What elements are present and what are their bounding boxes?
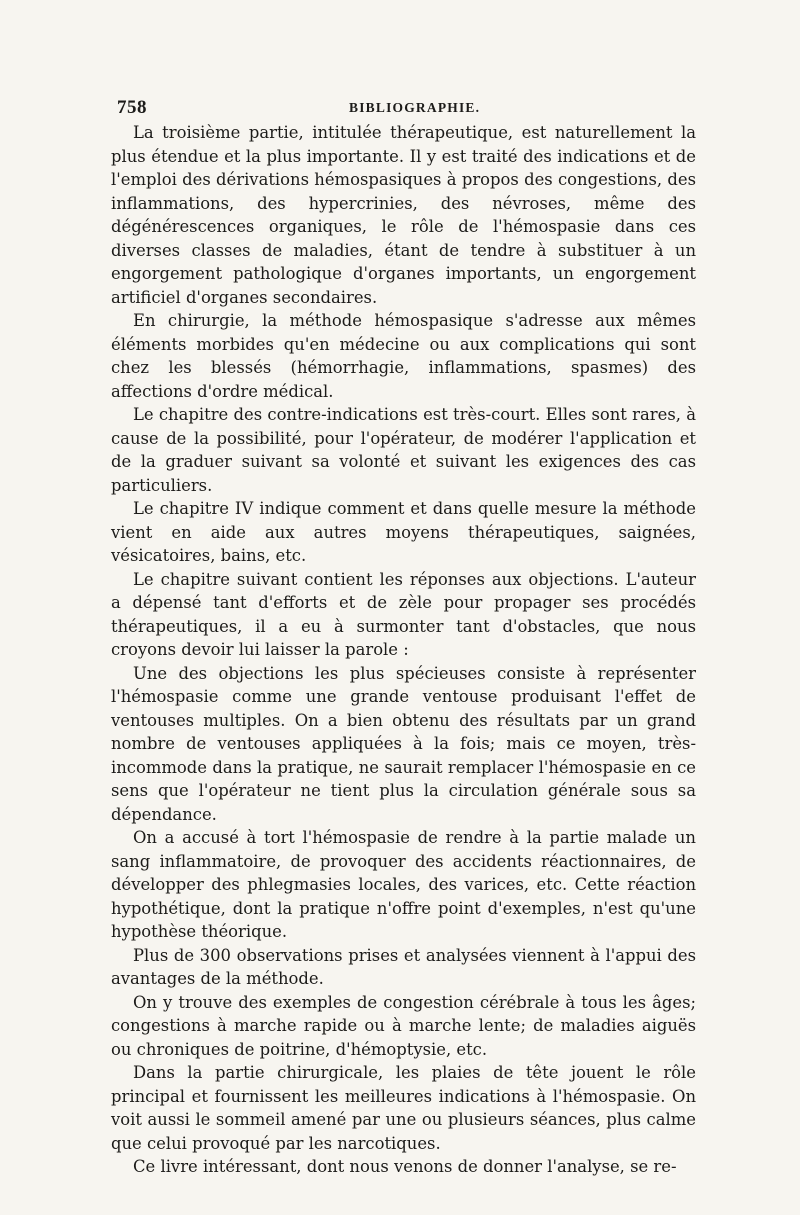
paragraph-closing: Ce livre intéressant, dont nous venons de donner l'analyse, se re- [133, 1157, 677, 1176]
paragraph-surgery: En chirurgie, la méthode hémospasique s'adresse aux mêmes éléments morbides qu'en médecine ou aux complications qui sont chez les blessés (hémorrhagie, inflammations, spasmes) des affections d'ordre médical. [111, 311, 696, 401]
page-header [117, 97, 693, 121]
body-text [111, 121, 696, 1179]
paragraph-objections: Le chapitre suivant contient les réponses aux objections. L'auteur a dépensé tant d'efforts et de zèle pour propager ses procédés thérapeutiques, il a eu à surmonter tant d'obstacles, que nous croyons devoir lui laisser la parole : [111, 569, 696, 659]
paragraph-congestion-examples: On y trouve des exemples de congestion cérébrale à tous les âges; congestions à marche rapide ou à marche lente; de maladies aiguës ou chroniques de poitrine, d'hémoptysie, etc. [111, 992, 696, 1059]
paragraph-contra-indications: Le chapitre des contre-indications est très-court. Elles sont rares, à cause de la possibilité, pour l'opérateur, de modérer l'application et de la graduer suivant sa volonté et suivant les exigences des cas particuliers. [111, 405, 696, 495]
paragraph-surgical-part: Dans la partie chirurgicale, les plaies de tête jouent le rôle principal et fournissent les meilleures indications à l'hémospasie. On voit aussi le sommeil amené par une ou plusieurs séances, plus calme que celui provoqué par les narcotiques. [111, 1063, 696, 1153]
paragraph-large-cupping: Une des objections les plus spécieuses consiste à représenter l'hémospasie comme une grande ventouse produisant l'effet de ventouses multiples. On a bien obtenu des résultats par un grand nombre de ventouses appliquées à la fois; mais ce moyen, très-incommode dans la pratique, ne saurait remplacer l'hémospasie en ce sens que l'opérateur ne tient plus la circulation générale sous sa dépendance. [111, 663, 696, 824]
paragraph-therapeutic-part: La troisième partie, intitulée thérapeutique, est naturellement la plus étendue et la plus importante. Il y est traité des indications et de l'emploi des dérivations hémospasiques à propos des congestions, des inflammations, des hypercrinies, des névroses, même des dégénérescences organiques, le rôle de l'hémospasie dans ces diverses classes de maladies, étant de tendre à substituer à un engorgement pathologique d'organes importants, un engorgement artificiel d'organes secondaires. [111, 123, 696, 307]
paragraph-accusations: On a accusé à tort l'hémospasie de rendre à la partie malade un sang inflammatoire, de provoquer des accidents réactionnaires, de développer des phlegmasies locales, des varices, etc. Cette réaction hypothétique, dont la pratique n'offre point d'exemples, n'est qu'une hypothèse théorique. [111, 828, 696, 941]
paragraph-chapter-iv: Le chapitre IV indique comment et dans quelle mesure la méthode vient en aide aux autres moyens thérapeutiques, saignées, vésicatoires, bains, etc. [111, 499, 696, 565]
paragraph-observations: Plus de 300 observations prises et analysées viennent à l'appui des avantages de la méthode. [111, 945, 696, 988]
running-title: BIBLIOGRAPHIE. [349, 100, 481, 115]
page-number: 758 [117, 97, 147, 118]
